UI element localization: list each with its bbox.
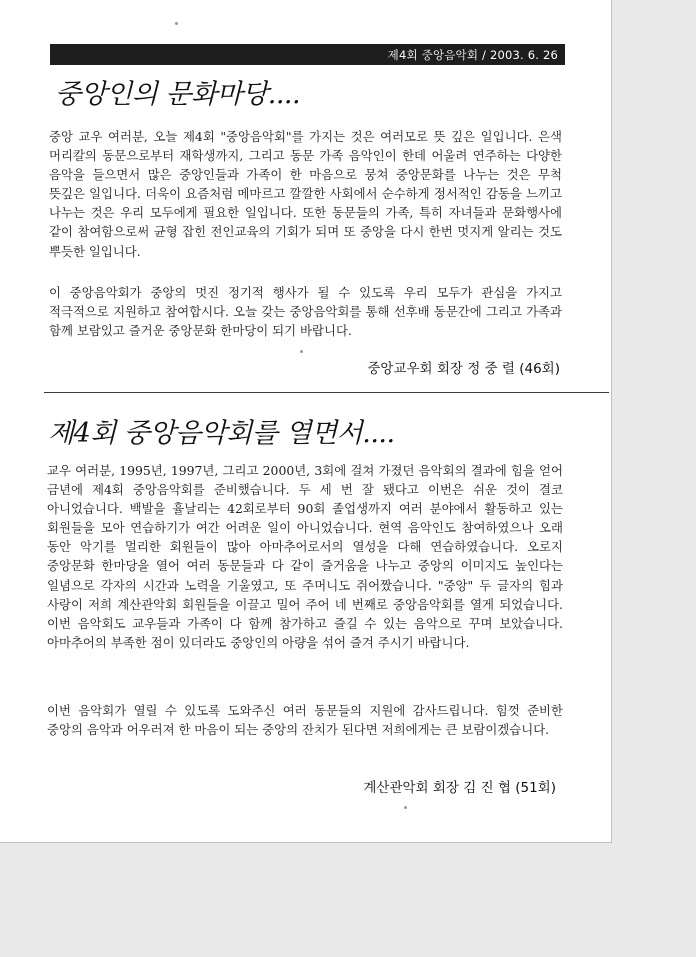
scan-speck — [300, 350, 303, 353]
section-divider — [44, 392, 609, 393]
section2-paragraph: 이번 음악회가 열릴 수 있도록 도와주신 여러 동문들의 지원에 감사드립니다. 힘껏 준비한 중앙의 음악과 어우러져 한 마음이 되는 중앙의 잔치가 된다면 저희에게는 큰 보람이겠습니다. — [47, 703, 563, 738]
section1-signature: 중앙교우회 회장 정 중 렬 (46회) — [367, 361, 560, 377]
section-title-culture: 중앙인의 문화마당.... — [55, 79, 301, 110]
section-title-opening: 제4회 중앙음악회를 열면서.... — [48, 418, 395, 449]
section2-paragraph: 교우 여러분, 1995년, 1997년, 그리고 2000년, 3회에 걸쳐 가졌던 음악회의 결과에 힘을 얻어 금년에 제4회 중앙음악회를 준비했습니다. 두 세 번 잘 됐다고 이번은 쉬운 것이 결코 아니었습니다. 백발을 휼날리는 42회로부터 90회 졸업생까지 여러 분야에서 활동하고 있는 회원들을 모아 연습하기가 여간 어려운 일이 아니었습니다. 현역 음악인도 참여하였으나 오래 동안 악기를 멀리한 회원들이 많아 아마추어로서의 열성을 다해 연습하였습니다. 오로지 중앙문화 한마당을 열어 여러 동문들과 다 같이 즐거움을 나누고 중앙의 이미지도 높인다는 일념으로 각자의 시간과 노력을 기울였고, 또 주머니도 쥐어짰습니다. "중앙" 두 글자의 힘과 사랑이 저희 계산관악회 회원들을 이끌고 밀어 주어 네 번째로 중앙음악회를 열게 되었습니다. 이번 음악회도 교우들과 가족이 다 함께 참가하고 즐길 수 있는 음악으로 꾸며 보았습니다. 아마추어의 부족한 점이 있더라도 중앙인의 아량을 섞어 즐겨 주시기 바랍니다. — [47, 463, 563, 650]
scan-speck — [175, 22, 178, 25]
section1-paragraph: 이 중앙음악회가 중앙의 멋진 정기적 행사가 될 수 있도록 우리 모두가 관심을 가지고 적극적으로 지원하고 참여합시다. 오늘 갖는 중앙음악회를 통해 선후배 동문간에 그리고 가족과 함께 보람있고 즐거운 중앙문화 한마당이 되기 바랍니다. — [49, 285, 562, 339]
header-event-date: 제4회 중앙음악회 / 2003. 6. 26 — [387, 48, 558, 62]
section2-signature: 계산관악회 회장 김 진 협 (51회) — [363, 780, 556, 796]
header-bar — [50, 44, 565, 65]
section1-paragraph: 중앙 교우 여러분, 오늘 제4회 "중앙음악회"를 가지는 것은 여러모로 뜻 깊은 일입니다. 은색 머리칼의 동문으로부터 재학생까지, 그리고 동문 가족 음악인이 한데 어울려 연주하는 다양한 음악을 들으면서 많은 중앙인들과 가족이 한 마음으로 뭉쳐 중앙문화를 나누는 것은 무척 뜻깊은 일입니다. 더욱이 요즘처럼 메마르고 깔깔한 사회에서 순수하게 정서적인 감동을 느끼고 나누는 것은 우리 모두에게 필요한 일입니다. 또한 동문들의 가족, 특히 자녀들과 문화행사에 같이 참여함으로써 균형 잡힌 전인교육의 기회가 되며 또 중앙을 다시 한번 멋지게 알리는 것도 뿌듯한 일입니다. — [49, 129, 562, 259]
scan-speck — [404, 806, 407, 809]
